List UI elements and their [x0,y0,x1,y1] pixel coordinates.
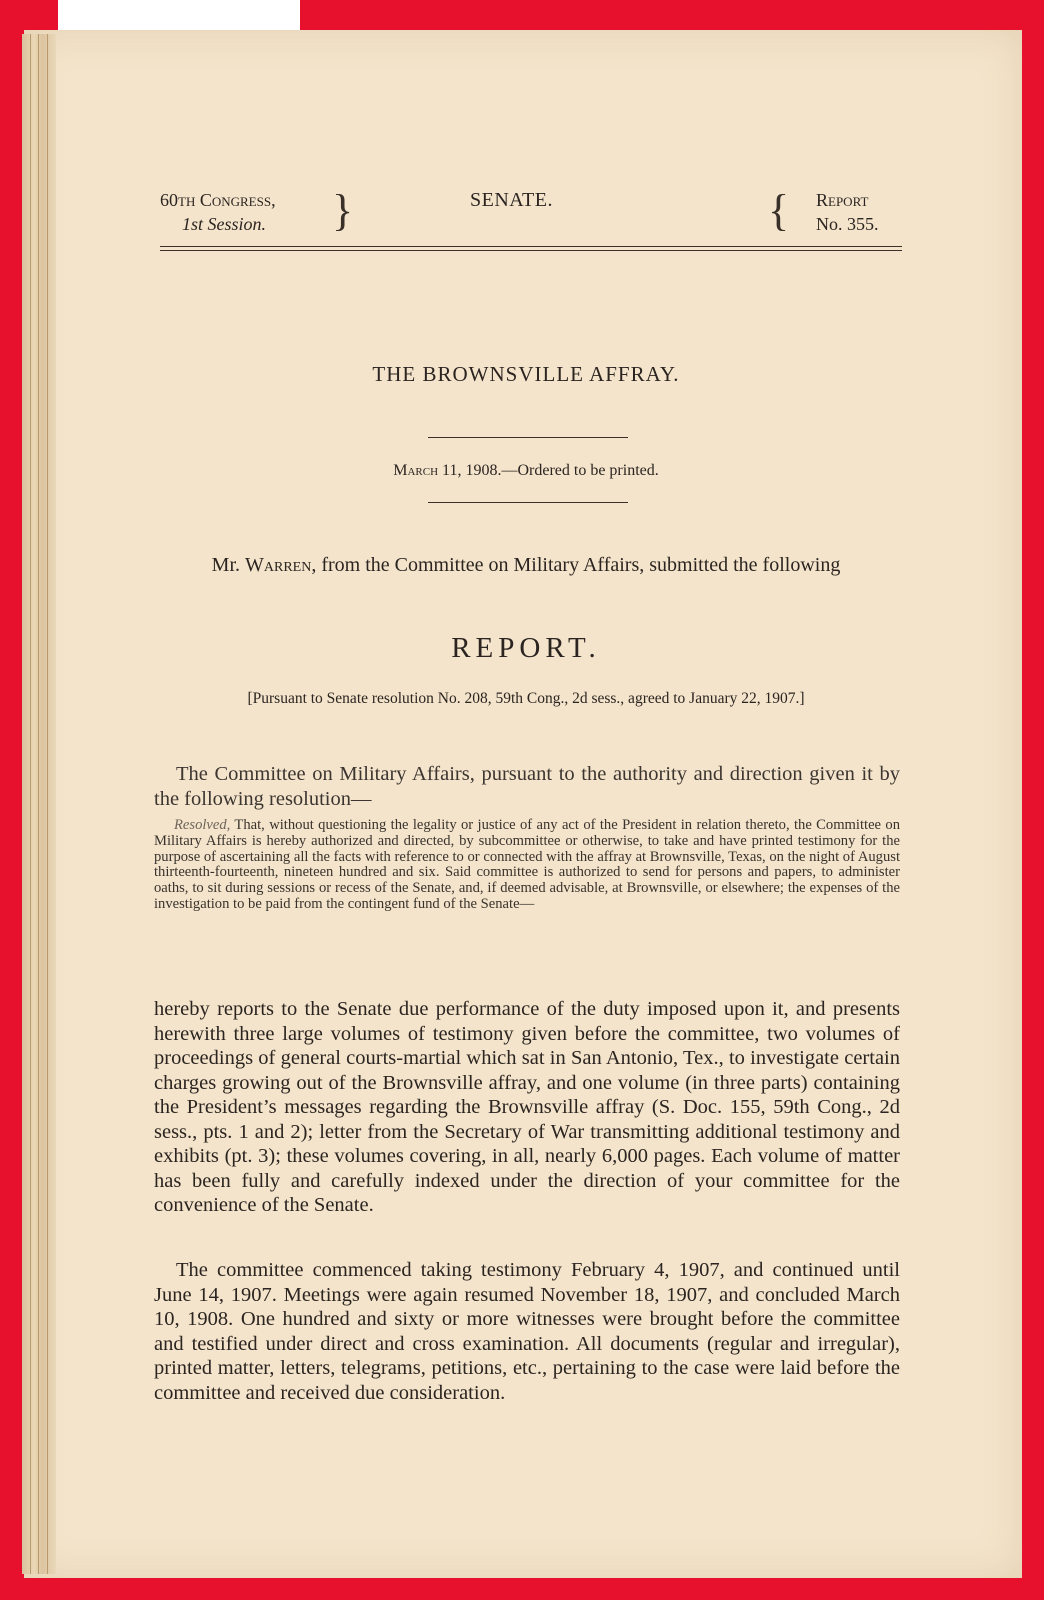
brace-left: { [768,186,790,235]
resolution-text [154,818,900,913]
ordered-line [150,462,902,480]
header-rule-top [160,246,902,247]
brace-right: } [332,186,354,235]
resolved-lead: Resolved, [174,817,231,833]
document-title: THE BROWNSVILLE AFFRAY. [372,362,680,386]
report-paragraph-2: The committee commenced taking testimony February 4, 1907, and continued until June 14, 1907. Meetings were again resumed November 18, 1907, and concluded March 10, 1908. One hundred and sixty or more witnesses were brought before the committee and testified under direct and cross examination. All documents (regular and irregular), printed matter, letters, telegrams, petitions, etc., pertaining to the case were laid before the committee and received due consideration. [154,1259,900,1404]
report-paragraph-1: hereby reports to the Senate due performance of the duty imposed upon it, and presents herewith three large volumes of testimony given before the committee, two volumes of proceedings of general courts-martial which sat in San Antonio, Tex., to investigate certain charges growing out of the Brownsville affray, and one volume (in three parts) containing the President’s messages regarding the Brownsville affray (S. Doc. 155, 59th Cong., 2d sess., pts. 1 and 2); letter from the Secretary of War transmitting additional testimony and exhibits (pt. 3); these volumes covering, in all, nearly 6,000 pages. Each volume of matter has been fully and carefully indexed under the direction of your committee for the convenience of the Senate. [154,998,900,1216]
report-heading: REPORT. [451,632,601,664]
white-tab [58,0,300,32]
title-rule [428,437,628,438]
submitted-prefix: Mr. [211,554,245,576]
ordered-date: March 11, 1908. [393,462,502,479]
page-spine [22,34,56,1574]
submitted-line [150,552,902,578]
congress-session [160,188,276,236]
chamber-label: SENATE. [470,189,553,211]
spine-line [38,34,39,1574]
pursuant-note: [Pursuant to Senate resolution No. 208, 59th Cong., 2d sess., agreed to January 22, 1907.] [247,690,805,707]
spine-line [47,34,48,1574]
report-number-block [816,188,879,236]
session-label: 1st Session. [182,214,267,234]
intro-paragraph: The Committee on Military Affairs, pursuant to the authority and direction given it by the following resolution— [154,763,900,810]
ordered-text: —Ordered to be printed. [501,462,659,479]
congress-label: 60th Congress, [160,190,276,210]
spine-line [30,34,31,1574]
submitted-text: , from the Committee on Military Affairs, submitted the following [311,554,841,576]
report-label: Report [816,190,869,210]
resolution-body: That, without questioning the legality or justice of any act of the President in relation thereto, the Committee on Military Affairs is hereby authorized and directed, by subcommittee or otherwise, to take and have printed testimony for the purpose of ascertaining all the facts with reference to or connected with the affray at Brownsville, Texas, on the night of August thirteenth-fourteenth, nineteen hundred and six. Said committee is authorized to send for persons and papers, to administer oaths, to sit during sessions or recess of the Senate, and, if deemed advisable, at Brownsville, or elsewhere; the expenses of the investigation to be paid from the contingent fund of the Senate— [154,817,900,912]
ordered-rule [428,502,628,503]
senator-name: Warren [245,554,312,576]
header-rule-bottom [160,250,902,251]
report-number: No. 355. [816,214,879,234]
